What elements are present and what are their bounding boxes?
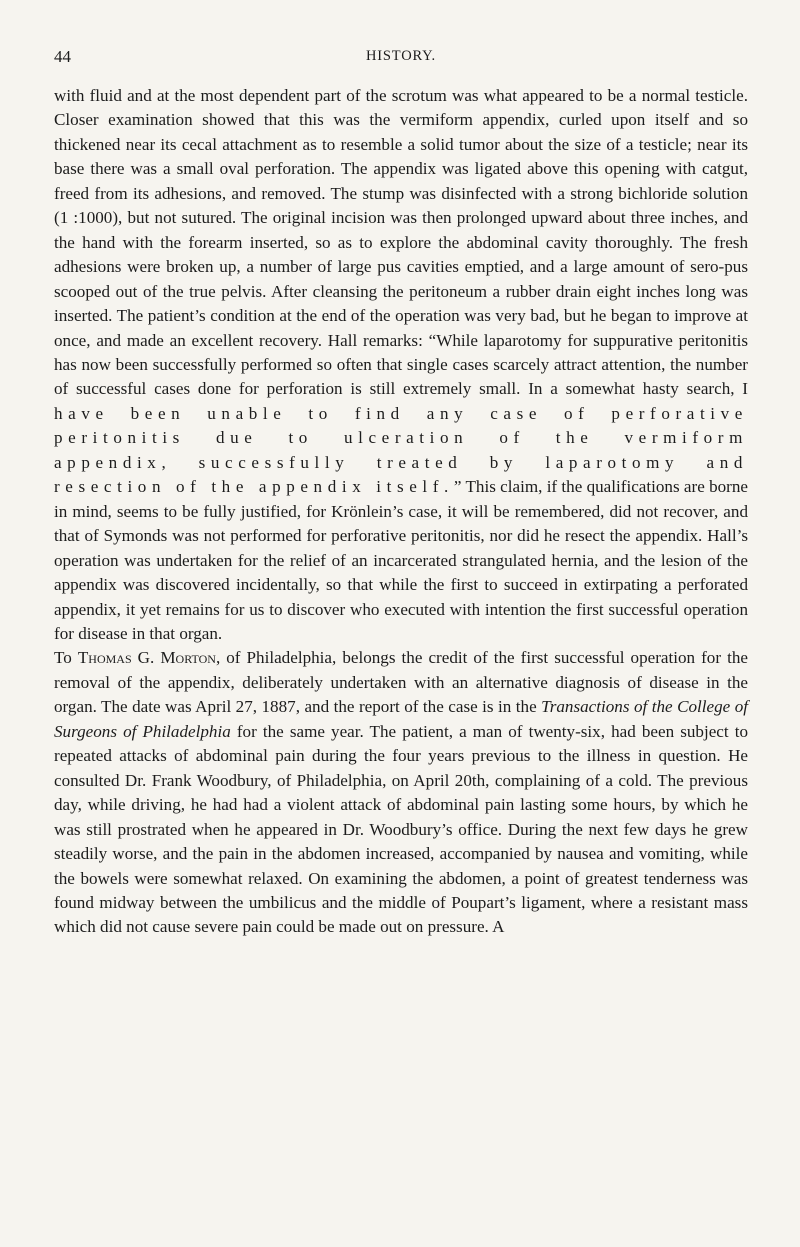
journal-title: Transactions of the College of Surgeons of Philadelphia — [54, 697, 749, 741]
spaced-quotation: have been unable to find any case of perforative peritonitis due to ulceration of the vermiform appendix, successfully treated by laparotomy and resection of the appendix itself. — [54, 403, 748, 497]
book-page — [0, 47, 800, 1247]
page-number: 44 — [54, 47, 71, 66]
body-text — [54, 84, 748, 940]
surgeon-name: Thomas G. Morton — [77, 648, 216, 668]
paragraph-2-continuation: for the same year. The patient, a man of twenty-six, had been subject to repeated attacks of abdominal pain during the four years previous to the illness in question. He consulted Dr. Frank Woodbury, of Philadelphia, on April 20th, complaining of a cold. The previous day, while driving, he had had a violent attack of abdominal pain lasting some hours, by which he was still prostrated when he appeared in Dr. Woodbury’s office. During the next few days he grew steadily worse, and the pain in the abdomen increased, accompanied by nausea and vomiting, while the bowels were somewhat relaxed. On examining the abdomen, a point of greatest tenderness was found midway between the umbilicus and the middle of Poupart’s ligament, where a resistant mass which did not cause severe pain could be made out on pressure. A — [54, 721, 748, 937]
paragraph-2-lead: To — [54, 648, 78, 668]
paragraph-1-continuation: ” This claim, if the qualifications are borne in mind, seems to be fully justified, for Krönlein’s case, it will be remembered, did not recover, and that of Symonds was not performed for perforative peritonitis, nor did he resect the appendix. Hall’s operation was undertaken for the relief of an incarcerated strangulated hernia, and the lesion of the appendix was discovered incidentally, so that while the first to succeed in extirpating a perforated appendix, it yet remains for us to discover who executed with intention the first successful operation for disease in that organ. — [54, 477, 748, 643]
running-head — [54, 47, 748, 77]
paragraph-1 — [54, 84, 748, 646]
paragraph-1-text: with fluid and at the most dependent part of the scrotum was what appeared to be a normal testicle. Closer examination showed that this was the vermiform appendix, curled upon itself and so thickened near its cecal attachment as to resemble a solid tumor about the size of a testicle; near its base there was a small oval perforation. The appendix was ligated above this opening with catgut, freed from its adhesions, and removed. The stump was disinfected with a strong bichloride solution (1 :1000), but not sutured. The original incision was then prolonged upward about three inches, and the hand with the forearm inserted, so as to explore the abdominal cavity thoroughly. The fresh adhesions were broken up, a number of large pus cavities emptied, and a large amount of sero-pus scooped out of the true pelvis. After cleansing the peritoneum a rubber drain eight inches long was inserted. The patient’s condition at the end of the operation was very bad, but he began to improve at once, and made an excellent recovery. Hall remarks: “While laparotomy for suppurative peritonitis has now been successfully performed so often that single cases scarcely attract attention, the number of successful cases done for perforation is still extremely small. In a somewhat hasty search, I — [54, 86, 748, 399]
running-title: HISTORY. — [366, 48, 436, 64]
paragraph-2 — [54, 646, 748, 939]
paragraph-2-text: , of Philadelphia, belongs the credit of the first successful operation for the removal of the appendix, deliberately undertaken with an alternative diagnosis of disease in the organ. The date was April 27, 1887, and the report of the case is in the — [54, 648, 748, 717]
